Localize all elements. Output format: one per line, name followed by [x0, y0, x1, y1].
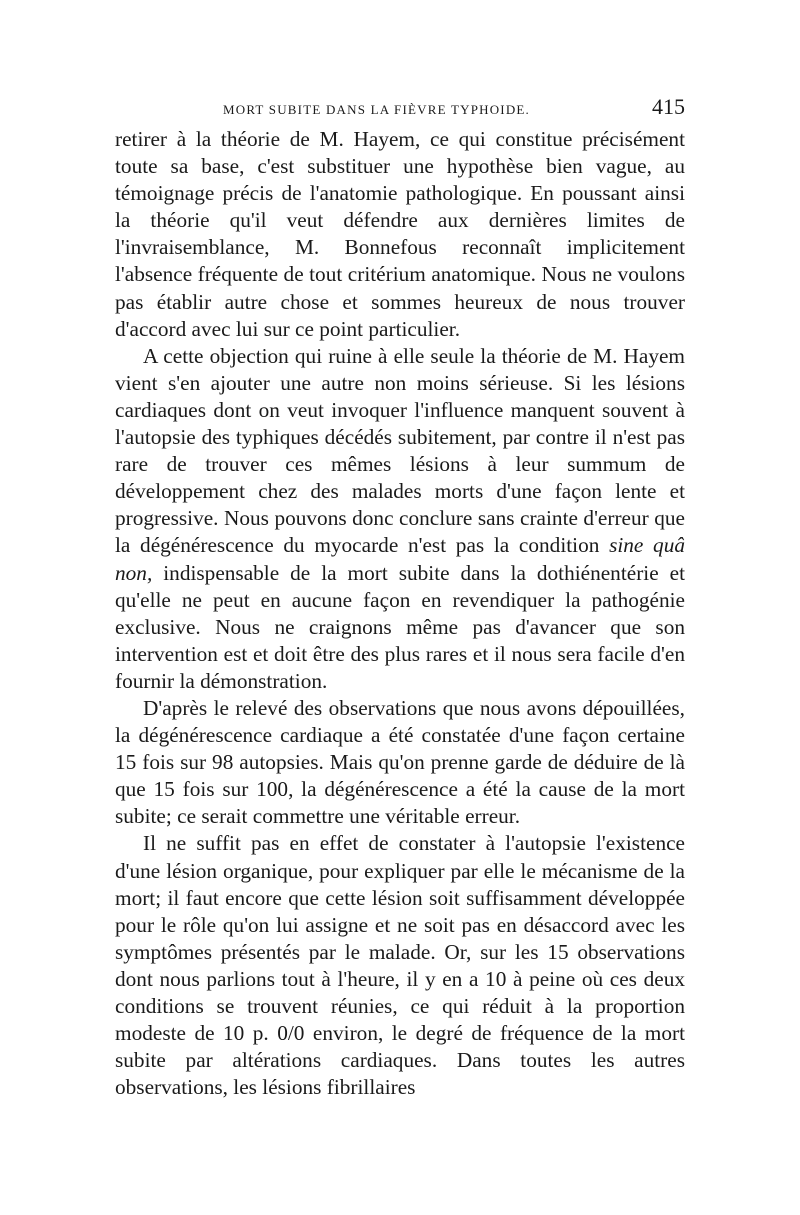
paragraph-4 — [115, 830, 685, 1101]
running-head — [115, 90, 685, 126]
page-number: 415 — [652, 94, 685, 119]
paragraph-2 — [115, 343, 685, 695]
book-page — [115, 90, 685, 1101]
paragraph-3 — [115, 695, 685, 830]
running-title: MORT SUBITE DANS LA FIÈVRE TYPHOIDE. — [223, 102, 531, 117]
paragraph-3-text: D'après le relevé des observations que nous avons dépouillées, la dégénérescence cardiaque a été constatée d'une façon certaine 15 fois sur 98 autopsies. Mais qu'on prenne garde de déduire de là que 15 fois sur 100, la dégénérescence a été la cause de la mort subite; ce serait commettre une véritable erreur. — [115, 695, 685, 829]
latin-phrase: sine quâ non, — [115, 533, 685, 585]
paragraph-1 — [115, 126, 685, 343]
paragraph-4-text: Il ne suffit pas en effet de constater à l'autopsie l'existence d'une lésion organique, pour expliquer par elle le mécanisme de la mort; il faut encore que cette lésion soit suffisamment développée pour le rôle qu'on lui assigne et ne soit pas en désaccord avec les symptômes présentés par le malade. Or, sur les 15 observations dont nous parlions tout à l'heure, il y en a 10 à peine où ces deux conditions se trouvent réunies, ce qui réduit à la proportion modeste de 10 p. 0/0 environ, le degré de fréquence de la mort subite par altérations cardiaques. Dans toutes les autres observations, les lésions fibrillaires — [115, 831, 685, 1100]
body-text — [115, 126, 685, 1101]
paragraph-2-text-after: indispensable de la mort subite dans la dothiénentérie et qu'elle ne peut en aucune façon en revendiquer la pathogénie exclusive. Nous ne craignons même pas d'avancer que son intervention est et doit être des plus rares et il nous sera facile d'en fournir la démonstration. — [115, 560, 685, 693]
paragraph-1-text: retirer à la théorie de M. Hayem, ce qui constitue précisément toute sa base, c'est substituer une hypothèse bien vague, au témoignage précis de l'anatomie pathologique. En poussant ainsi la théorie qu'il veut défendre aux dernières limites de l'invraisemblance, M. Bonnefous reconnaît implicitement l'absence fréquente de tout critérium anatomique. Nous ne voulons pas établir autre chose et sommes heureux de nous trouver d'accord avec lui sur ce point particulier. — [115, 127, 685, 341]
paragraph-2-text: A cette objection qui ruine à elle seule la théorie de M. Hayem vient s'en ajouter une autre non moins sérieuse. Si les lésions cardiaques dont on veut invoquer l'influence manquent souvent à l'autopsie des typhiques décédés subitement, par contre il n'est pas rare de trouver ces mêmes lésions à leur summum de développement chez des malades morts d'une façon lente et progressive. Nous pouvons donc conclure sans crainte d'erreur que la dégénérescence du myocarde n'est pas la condition — [115, 343, 685, 558]
